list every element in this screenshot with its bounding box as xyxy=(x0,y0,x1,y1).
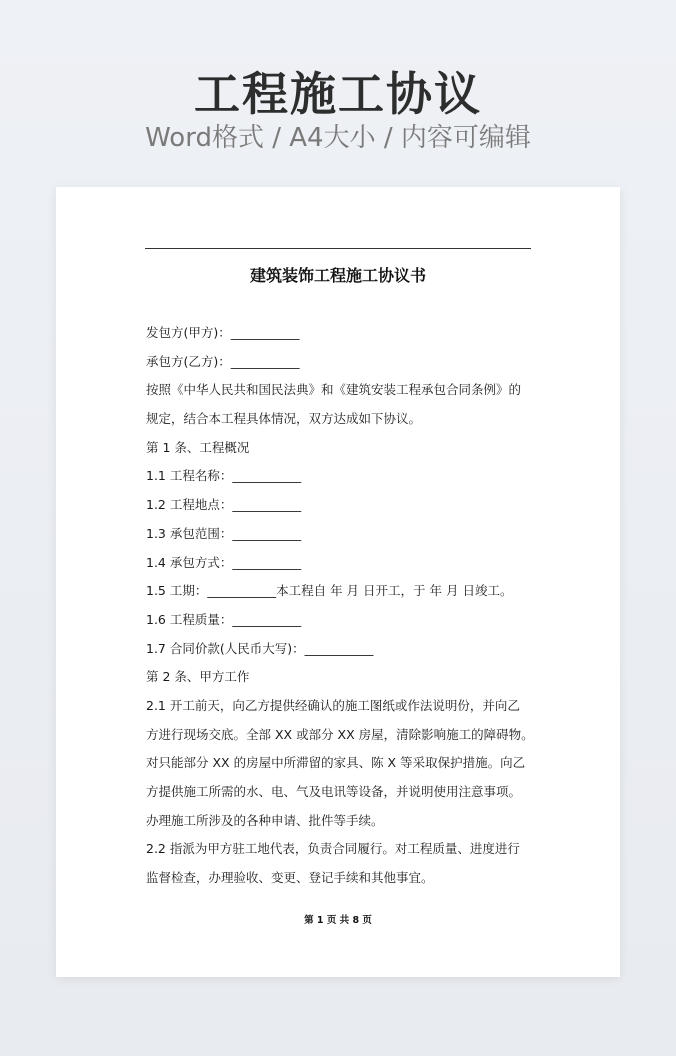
clause-2-1-line-5: 办理施工所涉及的各种申请、批件等手续。 xyxy=(146,812,384,828)
clause-2-1-line-1: 2.1 开工前天，向乙方提供经确认的施工图纸或作法说明份，并向乙 xyxy=(146,697,520,713)
clause-1-3: 1.3 承包范围：___________ xyxy=(146,525,302,541)
banner-subtitle: Word格式 / A4大小 / 内容可编辑 xyxy=(145,123,531,153)
clause-1-7: 1.7 合同价款(人民币大写)：___________ xyxy=(146,640,374,656)
clause-1-4: 1.4 承包方式：___________ xyxy=(146,554,302,570)
clause-1-6: 1.6 工程质量：___________ xyxy=(146,611,302,627)
document-body xyxy=(146,319,536,893)
clause-2-2-line-2: 监督检查，办理验收、变更、登记手续和其他事宜。 xyxy=(146,870,434,886)
clause-2-1-line-2: 方进行现场交底。全部 XX 或部分 XX 房屋，清除影响施工的障碍物。 xyxy=(146,726,534,742)
header-rule xyxy=(145,248,531,249)
banner-title: 工程施工协议 xyxy=(194,67,482,121)
clause-1-2: 1.2 工程地点：___________ xyxy=(146,497,302,513)
section-2-heading: 第 2 条、甲方工作 xyxy=(146,669,250,685)
preamble-line-2: 规定，结合本工程具体情况，双方达成如下协议。 xyxy=(146,411,422,427)
section-1-heading: 第 1 条、工程概况 xyxy=(146,439,250,455)
party-b-line: 承包方(乙方)：___________ xyxy=(146,353,300,369)
clause-2-1-line-4: 方提供施工所需的水、电、气及电讯等设备，并说明使用注意事项。 xyxy=(146,784,522,799)
document-page xyxy=(56,187,620,977)
party-a-line: 发包方(甲方)：___________ xyxy=(146,325,300,340)
page-number: 第 1 页 共 8 页 xyxy=(304,915,372,926)
clause-2-2-line-1: 2.2 指派为甲方驻工地代表，负责合同履行。对工程质量、进度进行 xyxy=(146,841,520,857)
preamble-line-1: 按照《中华人民共和国民法典》和《建筑安装工程承包合同条例》的 xyxy=(146,382,522,398)
clause-1-5: 1.5 工期：___________本工程自 年 月 日开工，于 年 月 日竣工。 xyxy=(146,583,513,599)
clause-1-1: 1.1 工程名称：___________ xyxy=(146,468,302,484)
document-title: 建筑装饰工程施工协议书 xyxy=(249,266,426,285)
clause-2-1-line-3: 对只能部分 XX 的房屋中所滞留的家具、陈 X 等采取保护措施。向乙 xyxy=(146,755,526,771)
